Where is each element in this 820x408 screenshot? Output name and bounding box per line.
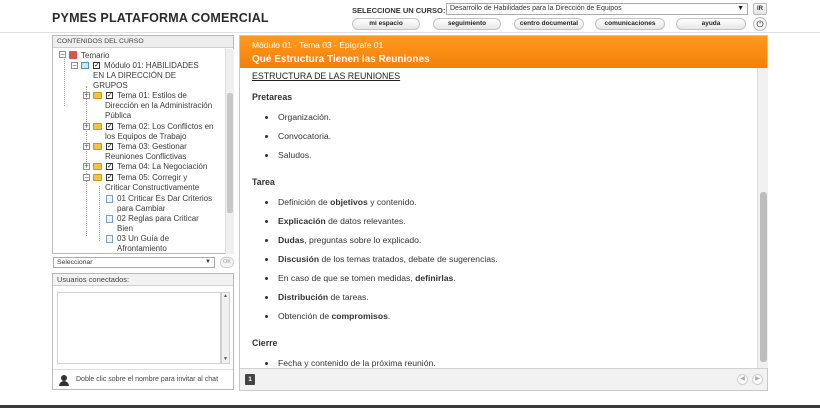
breadcrumb: Módulo 01 - Tema 03 - Epígrafe 01 (252, 40, 384, 50)
go-button[interactable]: IR (753, 3, 767, 15)
tree-item-page-01[interactable]: 01 Criticar Es Dar Criterios para Cambiar (117, 194, 213, 213)
section-select[interactable] (53, 257, 215, 268)
nav-ayuda[interactable]: ayuda (676, 18, 746, 30)
list-item: Organización. (252, 112, 757, 131)
folder-icon (93, 123, 102, 130)
tree-connector (99, 186, 100, 241)
tree-item-tema-04[interactable]: Tema 04: La Negociación (117, 162, 208, 171)
content-scrollbar-thumb[interactable] (760, 192, 767, 362)
checkbox-icon: ✓ (94, 61, 100, 69)
tree-item-tema-01[interactable]: Tema 01: Estilos de (117, 91, 187, 100)
section-title: ESTRUCTURA DE LAS REUNIONES (252, 71, 401, 81)
users-panel-title: Usuarios conectados: (53, 274, 233, 286)
list-tarea (252, 197, 757, 330)
users-list[interactable] (57, 292, 221, 364)
folder-icon (93, 92, 102, 99)
list-item: Dudas, preguntas sobre lo explicado. (252, 235, 757, 254)
tree-item-page-02[interactable]: 02 Reglas para Criticar Bien (117, 214, 199, 233)
checkbox-icon: ✓ (107, 162, 113, 170)
person-icon (59, 375, 69, 386)
header-divider (0, 32, 820, 33)
page-title: Qué Estructura Tienen las Reuniones (252, 54, 430, 65)
page-icon (106, 235, 113, 243)
list-pretareas (252, 112, 757, 169)
folder-icon (93, 143, 102, 150)
collapse-icon[interactable]: − (84, 174, 90, 181)
tree-item-tema-01-line: Dirección en la Administración Pública (105, 101, 213, 120)
tree-item-tema-02-line: los Equipos de Trabajo (105, 132, 187, 141)
book-icon (69, 51, 77, 59)
content-panel (239, 35, 768, 391)
tree-scrollbar[interactable] (225, 49, 234, 254)
section-select-value: Seleccionar (57, 259, 93, 266)
checkbox-icon: ✓ (107, 142, 113, 150)
checkbox-icon: ✓ (107, 91, 113, 99)
tree-item-page-03[interactable]: 03 Un Guía de Afrontamiento (117, 234, 170, 253)
expand-icon[interactable]: + (84, 92, 90, 99)
list-item: Obtención de compromisos. (252, 311, 757, 330)
expand-icon[interactable]: + (84, 143, 90, 150)
nav-centro-documental[interactable]: centro documental (514, 18, 584, 30)
dropdown-arrow-icon: ▼ (205, 259, 211, 265)
contents-panel-title: CONTENIDOS DEL CURSO (53, 36, 233, 48)
nav-comunicaciones[interactable]: comunicaciones (595, 18, 665, 30)
list-item: En caso de que se tomen medidas, definirlas. (252, 273, 757, 292)
dropdown-arrow-icon: ▼ (737, 5, 744, 12)
tree-scrollbar-thumb[interactable] (227, 93, 233, 213)
tree-connector (64, 56, 65, 106)
list-item: Fecha y contenido de la próxima reunión. (252, 358, 757, 377)
list-item: Distribución de tareas. (252, 292, 757, 311)
course-select[interactable] (446, 3, 748, 15)
list-item: Convocatoria. (252, 131, 757, 150)
chat-hint: Doble clic sobre el nombre para invitar al chat (76, 376, 219, 383)
tree-item-module-01[interactable]: Módulo 01: HABILIDADES (104, 61, 199, 70)
collapse-icon[interactable]: − (72, 62, 78, 69)
course-tree (53, 49, 225, 254)
list-item: Saludos. (252, 150, 757, 169)
ok-button[interactable]: OK (220, 257, 234, 268)
collapse-icon[interactable]: − (60, 51, 66, 58)
list-item: Discusión de los temas tratados, debate de sugerencias. (252, 254, 757, 273)
tree-item-tema-05-line: Criticar Constructivamente (105, 183, 200, 192)
users-footer (53, 369, 233, 389)
heading-tarea: Tarea (252, 177, 275, 187)
tree-item-tema-03[interactable]: Tema 03: Gestionar (117, 142, 187, 151)
checkbox-icon: ✓ (107, 122, 113, 130)
content-footer (240, 368, 767, 390)
list-item: Definición de objetivos y contenido. (252, 197, 757, 216)
tree-item-tema-03-line: Reuniones Conflictivas (105, 152, 187, 161)
page-icon (106, 195, 113, 203)
tree-connector (86, 86, 87, 236)
heading-cierre: Cierre (252, 338, 278, 348)
course-select-value: Desarrollo de Habilidades para la Dirección de Equipos (450, 5, 622, 12)
connected-users-panel (52, 273, 234, 390)
previous-page-icon[interactable]: ◀ (737, 374, 748, 385)
scroll-up-icon[interactable]: ▲ (223, 293, 228, 299)
module-icon (81, 62, 89, 69)
heading-pretareas: Pretareas (252, 92, 293, 102)
expand-icon[interactable]: + (84, 163, 90, 170)
checkbox-icon: ✓ (107, 173, 113, 181)
tree-item-tema-05[interactable]: Tema 05: Corregir y (117, 173, 188, 182)
tree-item-module-01-line: EN LA DIRECCIÓN DE GRUPOS (93, 71, 177, 90)
folder-icon (93, 174, 102, 181)
next-page-icon[interactable]: ▶ (752, 374, 763, 385)
course-contents-panel (52, 35, 234, 254)
power-icon[interactable]: ⏻ (753, 17, 767, 31)
page-icon (106, 215, 113, 223)
folder-icon (93, 163, 102, 170)
list-item: Explicación de datos relevantes. (252, 216, 757, 235)
nav-seguimiento[interactable]: seguimiento (433, 18, 501, 30)
scroll-down-icon[interactable]: ▼ (223, 356, 228, 362)
nav-mi-espacio[interactable]: mi espacio (352, 18, 420, 30)
content-scrollbar[interactable] (757, 68, 768, 368)
expand-icon[interactable]: + (84, 123, 90, 130)
tree-item-temario[interactable]: Temario (81, 51, 110, 60)
course-label: SELECCIONE UN CURSO: (352, 6, 446, 15)
brand-title: PYMES PLATAFORMA COMERCIAL (52, 11, 269, 25)
page-number[interactable]: 1 (245, 374, 255, 385)
content-body (240, 68, 757, 368)
tree-item-tema-02[interactable]: Tema 02: Los Conflictos en (117, 122, 214, 131)
users-scrollbar[interactable] (221, 292, 230, 364)
content-header (240, 36, 767, 68)
